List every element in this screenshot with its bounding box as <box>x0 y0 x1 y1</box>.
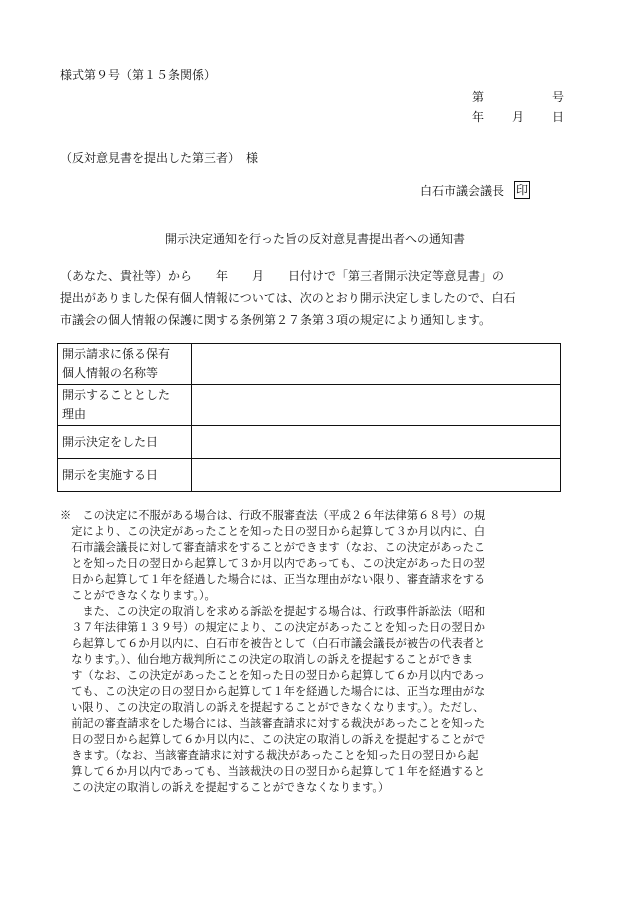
table-value-cell <box>192 459 561 492</box>
note-line: い限り、この決定の取消しの訴えを提起することができなくなります。）。ただし、 <box>60 701 485 714</box>
disclosure-info-table <box>57 343 561 492</box>
addressee: （反対意見書を提出した第三者） 様 <box>60 151 259 165</box>
note-line: 日から起算して１年を経過した場合には、正当な理由がない限り、審査請求をする <box>60 573 486 586</box>
note-line: 前記の審査請求をした場合には、当該審査請求に対する裁決があったことを知った <box>60 717 486 730</box>
table-row <box>58 385 561 426</box>
sender <box>420 181 530 199</box>
label-line: 開示請求に係る保有 <box>62 347 171 361</box>
body-line: （あなた、貴社等）から 年 月 日付けで「第三者開示決定等意見書」の <box>60 269 505 283</box>
label-line: 個人情報の名称等 <box>62 366 159 380</box>
table-row <box>58 426 561 459</box>
label-line: 開示決定をした日 <box>62 434 159 449</box>
note-line: なります。）、仙台地方裁判所にこの決定の取消しの訴えを提起することができま <box>60 653 474 666</box>
sender-name: 白石市議会議長 <box>420 183 505 198</box>
table-value-cell <box>192 344 561 385</box>
table-label-cell <box>58 426 192 459</box>
form-number: 様式第９号（第１５条関係） <box>60 68 217 82</box>
note-line: ※ この決定に不服がある場合は、行政不服審査法（平成２６年法律第６８号）の規 <box>60 509 486 522</box>
note-line: ことができなくなります。）。 <box>60 589 216 602</box>
seal-stamp: 印 <box>516 183 529 197</box>
note-line: 日の翌日から起算して６か月以内に、この決定の取消しの訴えを提起することがで <box>60 733 486 746</box>
note-line: また、この決定の取消しを求める訴訟を提起する場合は、行政事件訴訟法（昭和 <box>60 605 486 618</box>
note-line: ら起算して６か月以内に、白石市を被告として（白石市議会議長が被告の代表者と <box>60 637 486 650</box>
label-line: 開示することとした <box>62 388 171 402</box>
table-label-cell <box>58 459 192 492</box>
note-line: 石市議会議長に対して審査請求をすることができます（なお、この決定があったこ <box>60 541 486 554</box>
appeal-notice <box>60 508 570 796</box>
note-line: この決定の取消しの訴えを提起することができなくなります。） <box>60 781 390 794</box>
document-number-suffix: 号 <box>551 90 564 104</box>
table-label-cell <box>58 385 192 426</box>
date-year-label: 年 <box>472 110 485 124</box>
date-day-label: 日 <box>551 110 564 124</box>
note-line: ても、この決定の日の翌日から起算して１年を経過した場合には、正当な理由がな <box>60 685 486 698</box>
note-line: 定により、この決定があったことを知った日の翌日から起算して３か月以内に、白 <box>60 525 486 538</box>
note-line: とを知った日の翌日から起算して３か月以内であっても、この決定があった日の翌 <box>60 557 485 570</box>
issue-date <box>472 108 564 125</box>
body-line: 市議会の個人情報の保護に関する条例第２７条第３項の規定により通知します。 <box>60 313 492 327</box>
date-month-label: 月 <box>511 110 524 124</box>
table-row <box>58 459 561 492</box>
document-number-prefix: 第 <box>472 90 485 104</box>
note-line: す（なお、この決定があったことを知った日の翌日から起算して６か月以内であっ <box>60 669 485 682</box>
label-line: 理由 <box>62 407 87 421</box>
note-line: ３７年法律第１３９号）の規定により、この決定があったことを知った日の翌日か <box>60 621 486 634</box>
table-value-cell <box>192 385 561 426</box>
document-number <box>472 88 564 105</box>
document-title: 開示決定通知を行った旨の反対意見書提出者への通知書 <box>164 232 465 246</box>
table-label-cell <box>58 344 192 385</box>
note-line: 算して６か月以内であっても、当該裁決の日の翌日から起算して１年を経過すると <box>60 765 486 778</box>
body-paragraph <box>60 265 568 331</box>
label-line: 開示を実施する日 <box>62 467 159 482</box>
table-value-cell <box>192 426 561 459</box>
table-row <box>58 344 561 385</box>
note-line: きます。（なお、当該審査請求に対する裁決があったことを知った日の翌日から起 <box>60 749 479 762</box>
body-line: 提出がありました保有個人情報については、次のとおり開示決定しましたので、白石 <box>60 291 516 305</box>
